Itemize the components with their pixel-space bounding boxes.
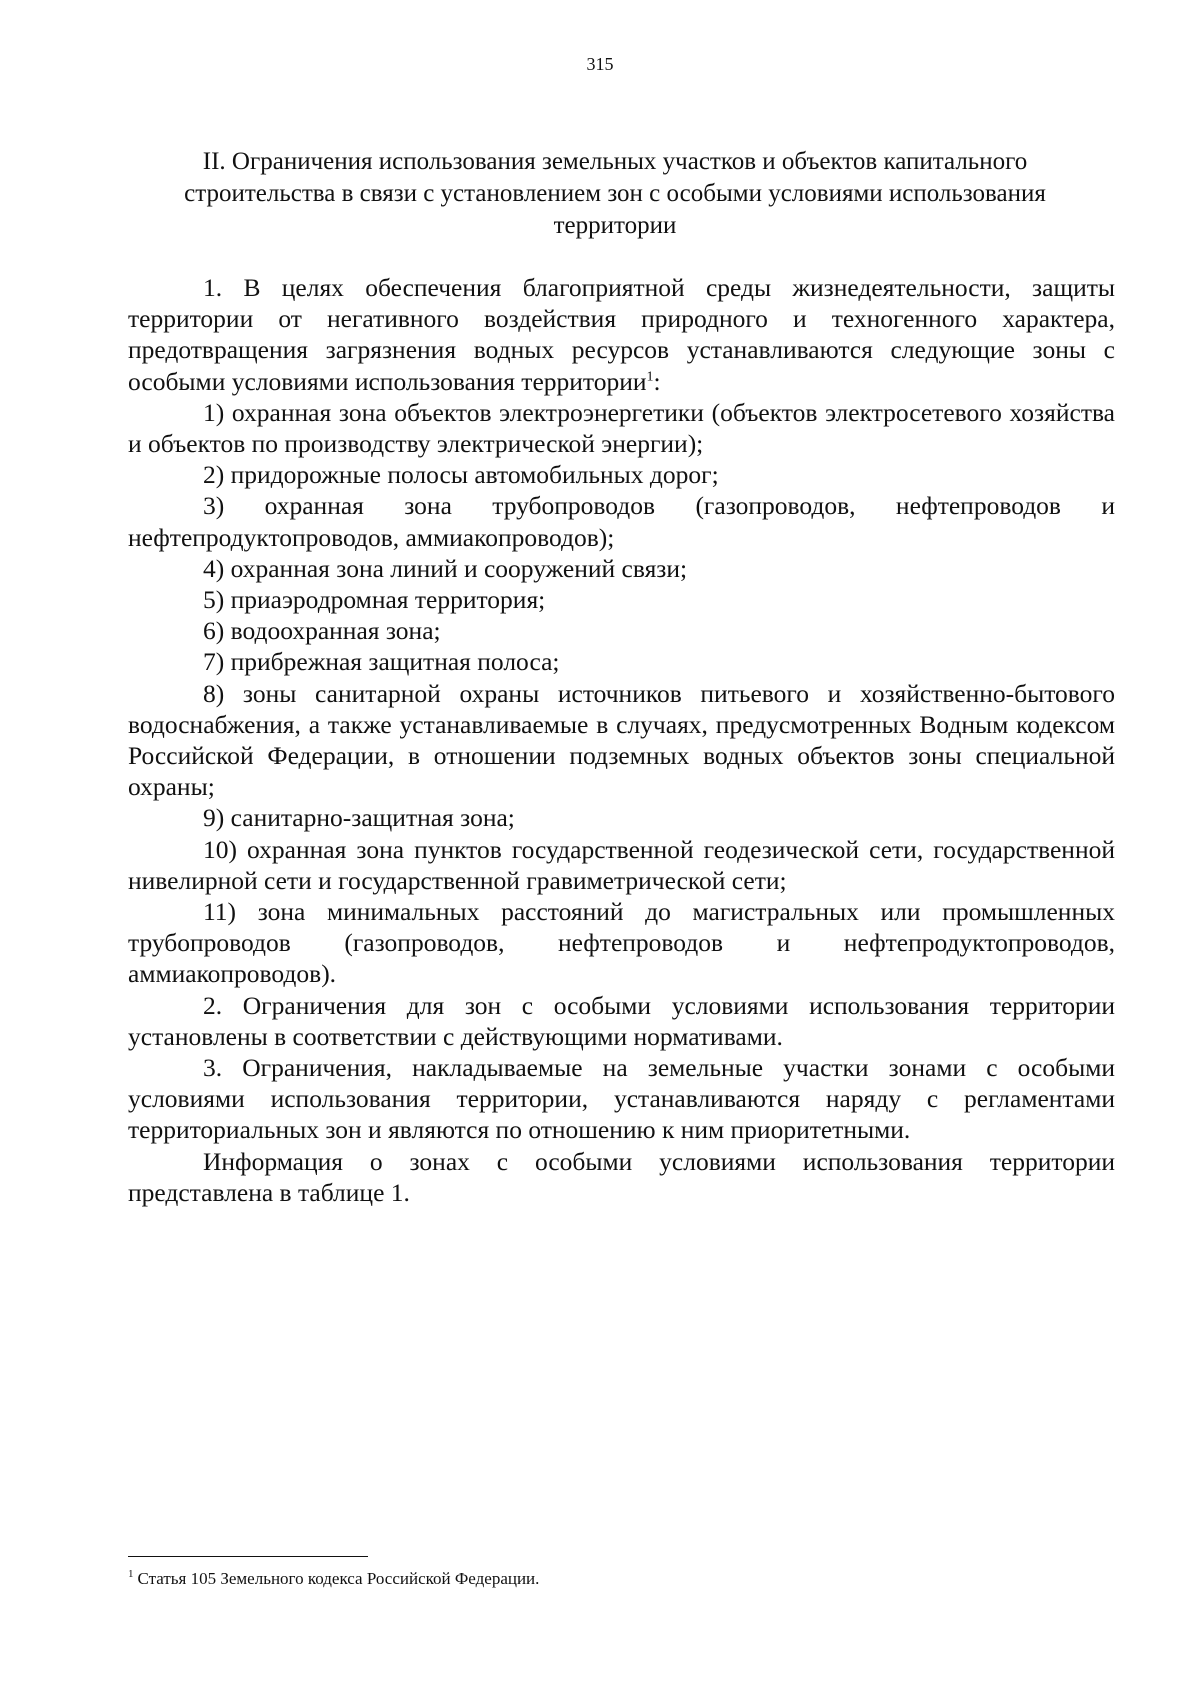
list-item-10: 10) охранная зона пунктов государственной геодезической сети, государственной нивелирной сети и государственной гравиметрической сети; [128, 834, 1115, 895]
list-item-5: 5) приаэродромная территория; [203, 585, 546, 615]
section-title: II. Ограничения использования земельных участков и объектов капитального строительства в связи с установлением зон с особыми условиями использования территории [184, 148, 1046, 239]
list-item-2: 2) придорожные полосы автомобильных дорог; [203, 460, 719, 490]
paragraph-1-colon: : [653, 366, 661, 396]
list-item-9: 9) санитарно-защитная зона; [203, 803, 515, 833]
footnote-marker: 1 [128, 1568, 134, 1581]
list-item-11: 11) зона минимальных расстояний до магистральных или промышленных трубопроводов (газопроводов, нефтепроводов и нефтепродуктопроводов, аммиакопроводов). [128, 897, 1115, 989]
paragraph-2: 2. Ограничения для зон с особыми условиями использования территории установлены в соответствии с действующими нормативами. [128, 990, 1115, 1051]
footnote-text: Статья 105 Земельного кодекса Российской Федерации. [137, 1569, 540, 1588]
footnote-reference: 1 [646, 369, 654, 385]
paragraph-3: 3. Ограничения, накладываемые на земельные участки зонами с особыми условиями использования территории, устанавливаются наряду с регламентами территориальных зон и являются по отношению к ним приоритетными. [128, 1053, 1115, 1145]
list-item-8: 8) зоны санитарной охраны источников питьевого и хозяйственно-бытового водоснабжения, а также устанавливаемые в случаях, предусмотренных Водным кодексом Российской Федерации, в отношении подземных водных объектов зоны специальной охраны; [128, 678, 1115, 802]
list-item-6: 6) водоохранная зона; [203, 616, 441, 646]
body-text [128, 272, 1115, 1208]
list-item-1: 1) охранная зона объектов электроэнергетики (объектов электросетевого хозяйства и объектов по производству электрической энергии); [128, 397, 1115, 459]
footnote [128, 1568, 1028, 1590]
paragraph-1 [128, 272, 1115, 397]
page-number: 315 [586, 54, 614, 74]
footnote-divider [128, 1556, 368, 1557]
paragraph-1-text: 1. В целях обеспечения благоприятной среды жизнедеятельности, защиты территории от негативного воздействия природного и техногенного характера, предотвращения загрязнения водных ресурсов устанавливаются следующие зоны с особыми условиями использования территории [128, 273, 1115, 396]
paragraph-info: Информация о зонах с особыми условиями использования территории представлена в таблице 1. [128, 1146, 1115, 1207]
list-item-4: 4) охранная зона линий и сооружений связи; [203, 553, 688, 583]
list-item-3: 3) охранная зона трубопроводов (газопроводов, нефтепроводов и нефтепродуктопроводов, аммиакопроводов); [128, 491, 1115, 552]
list-item-7: 7) прибрежная защитная полоса; [203, 647, 560, 677]
